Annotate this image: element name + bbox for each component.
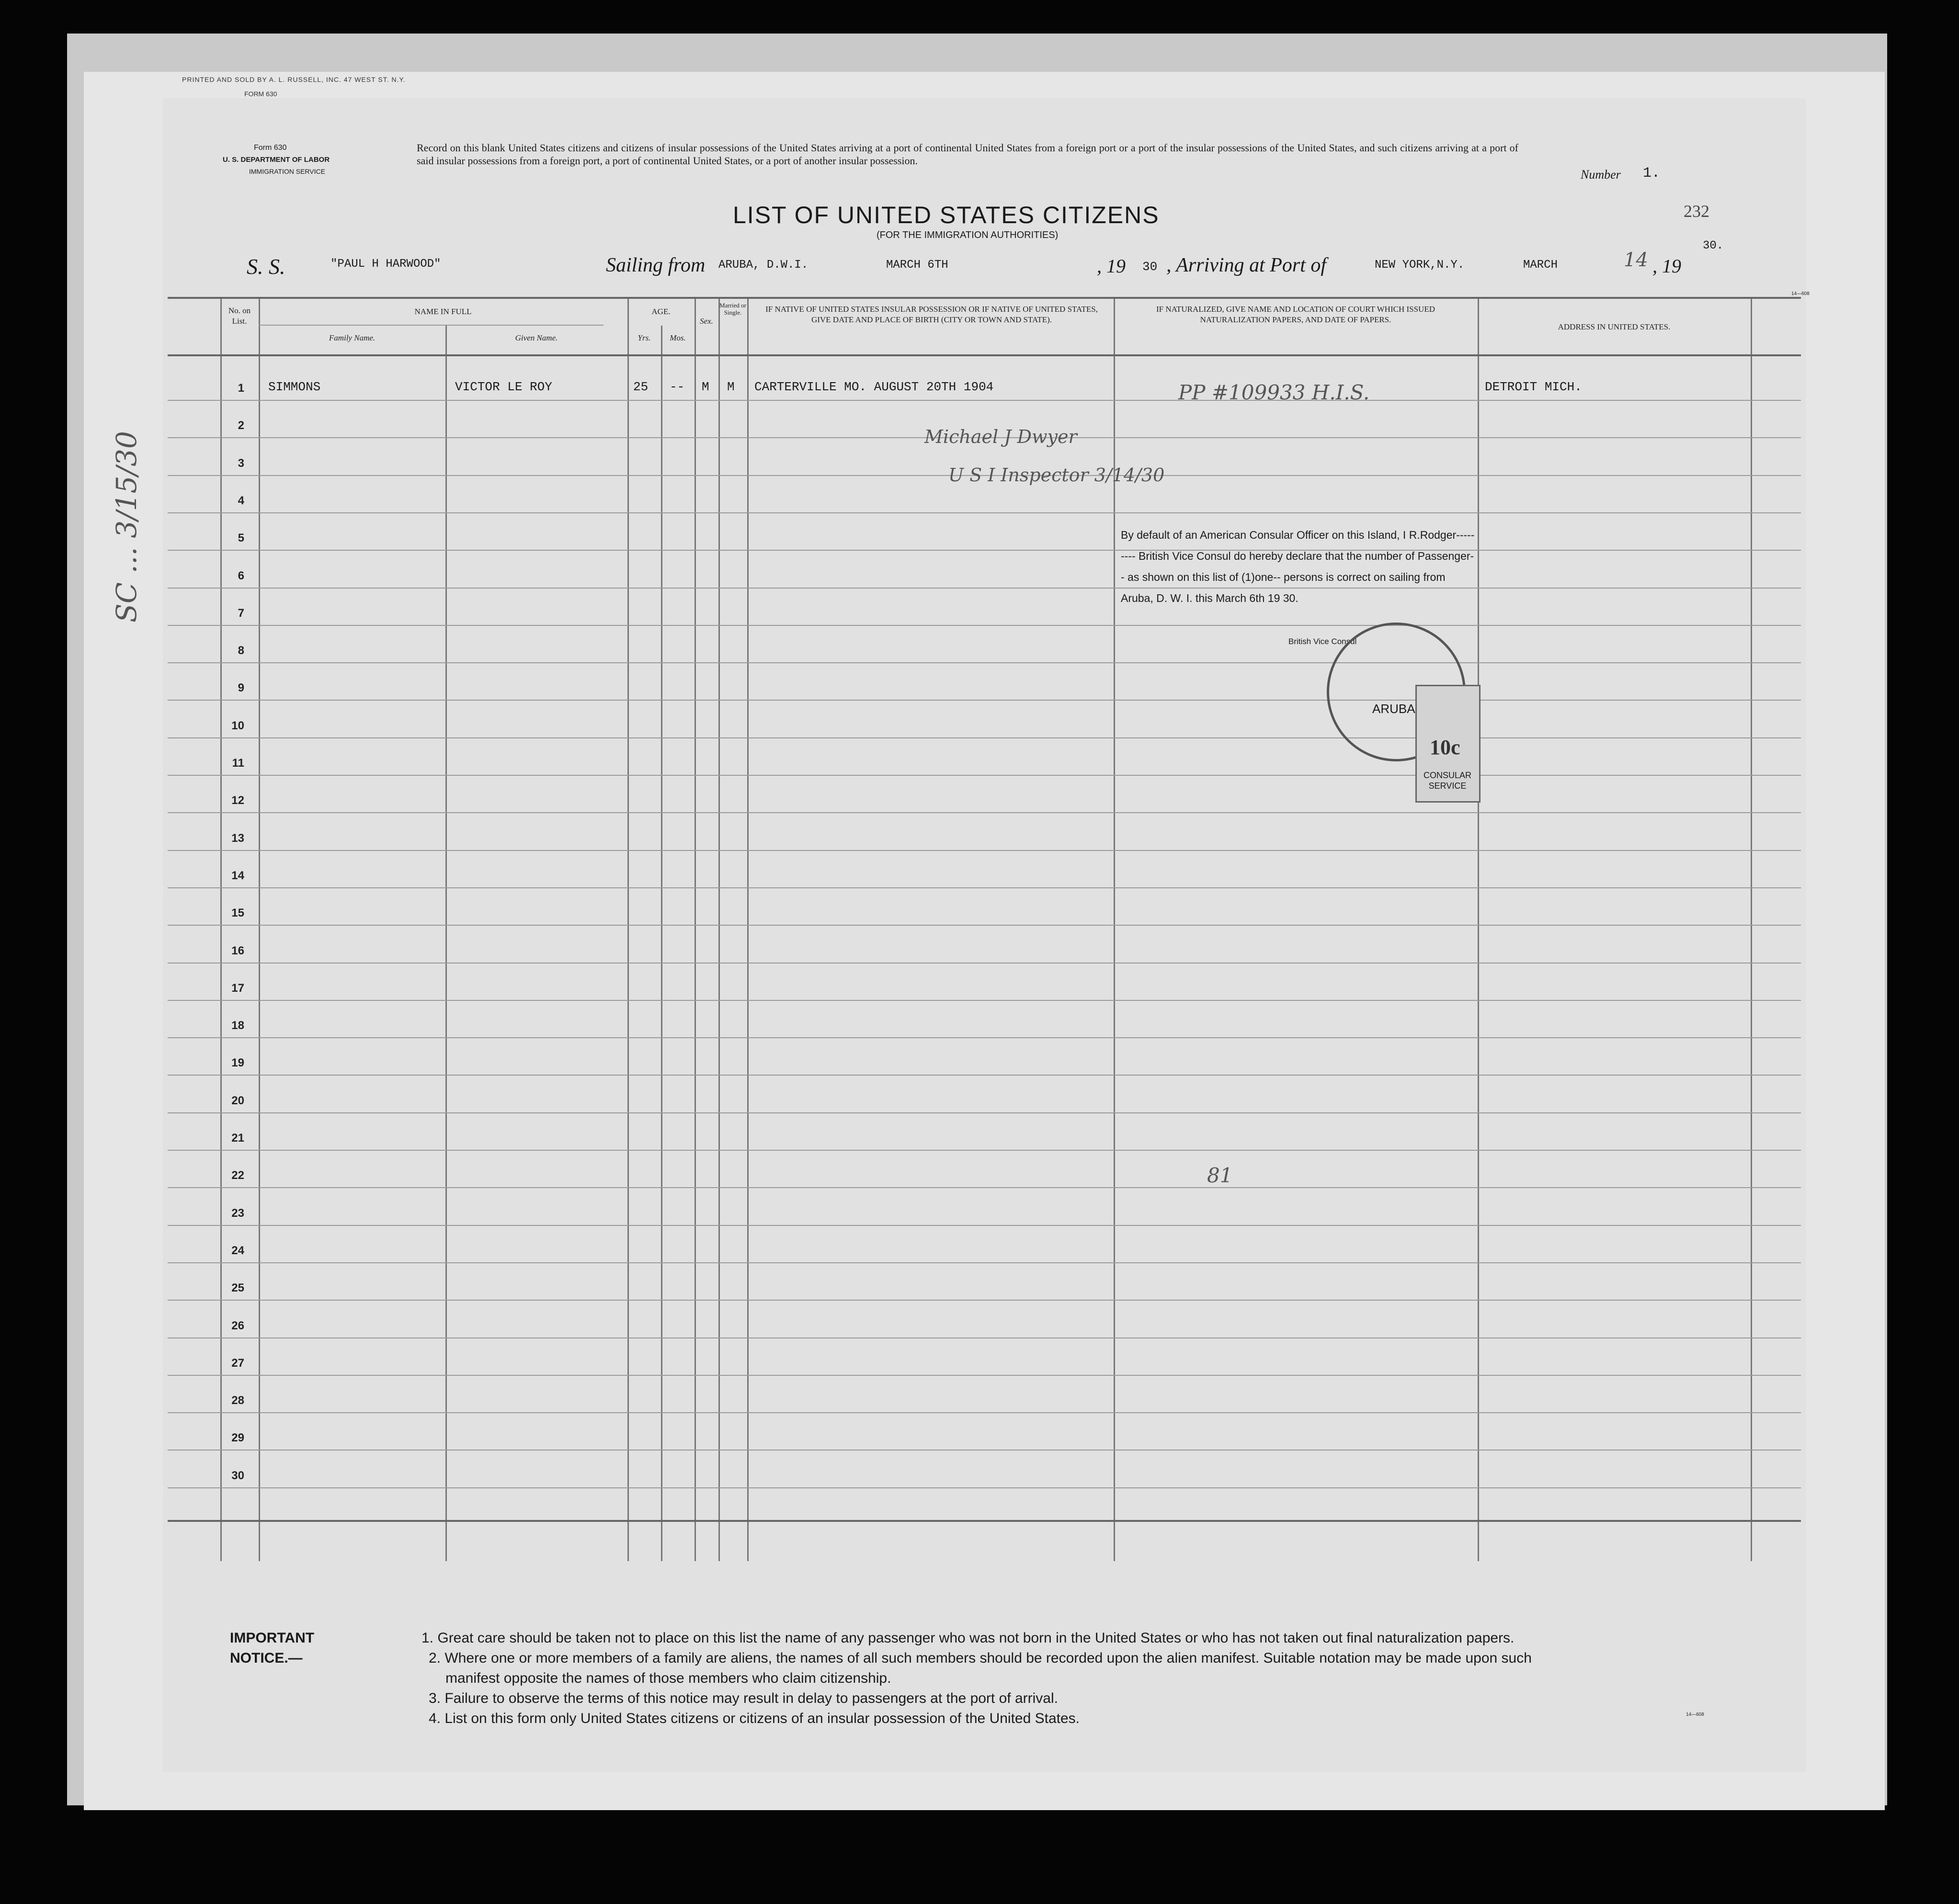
row-rule: [168, 1375, 1801, 1376]
seal-text: ARUBA: [1372, 702, 1415, 716]
row-number: 12: [231, 794, 244, 807]
to-day: 14: [1624, 249, 1648, 271]
page-subtitle: (FOR THE IMMIGRATION AUTHORITIES): [877, 230, 1059, 240]
cell-birth: CARTERVILLE MO. AUGUST 20TH 1904: [754, 380, 994, 394]
row-number: 14: [231, 869, 244, 882]
row-rule: [168, 1075, 1801, 1076]
cell-sex: M: [702, 380, 709, 394]
row-number: 16: [231, 944, 244, 957]
margin-note: SC ... 3/15/30: [110, 431, 143, 623]
row-number: 30: [231, 1469, 244, 1482]
instructions: Record on this blank United States citizens and citizens of insular possessions of the United States arriving at a port of continental United States from a foreign port or a port of the insular possessions of the United States, and such citizens arriving at a port of said insular possessions from a foreign port, a port of continental United States, or a port of another insular possession.: [417, 142, 1518, 167]
col-divider: [1751, 297, 1752, 1561]
row-rule: [168, 700, 1801, 701]
col-naturalized: IF NATURALIZED, GIVE NAME AND LOCATION OF COURT WHICH ISSUED NATURALIZATION PAPERS, AND DATE OF PAPERS.: [1156, 305, 1435, 324]
row-rule: [168, 850, 1801, 851]
sailing-label: Sailing from: [606, 254, 706, 276]
row-number: 26: [231, 1319, 244, 1332]
row-number: 27: [231, 1356, 244, 1370]
row-number: 6: [238, 569, 244, 582]
row-number: 3: [238, 456, 244, 470]
arriving-label: , Arriving at Port of: [1166, 254, 1327, 276]
row-number: 20: [231, 1094, 244, 1107]
table-top-rule: [168, 297, 1801, 299]
from-port: ARUBA, D.W.I.: [718, 259, 809, 272]
notice-item: manifest opposite the names of those members who claim citizenship.: [445, 1670, 891, 1686]
row-rule: [168, 1150, 1801, 1151]
header-rule: [168, 354, 1801, 356]
cell-address: DETROIT MICH.: [1485, 380, 1582, 394]
row-number: 25: [231, 1281, 244, 1295]
row-rule: [168, 1300, 1801, 1301]
year-prefix-1: , 19: [1097, 255, 1126, 277]
printer-line: PRINTED AND SOLD BY A. L. RUSSELL, INC. 47 WEST ST. N.Y.: [182, 76, 406, 83]
row-number: 24: [231, 1244, 244, 1257]
row-rule: [168, 775, 1801, 776]
row-rule: [168, 588, 1801, 589]
row-rule: [168, 550, 1801, 551]
row-number: 29: [231, 1431, 244, 1445]
stamp-value: 10c: [1430, 736, 1460, 759]
col-given: Given Name.: [515, 333, 558, 342]
service: IMMIGRATION SERVICE: [249, 168, 325, 175]
col-birth: IF NATIVE OF UNITED STATES INSULAR POSSESSION OR IF NATIVE OF UNITED STATES, GIVE DATE AND PLACE OF BIRTH (CITY OR TOWN AND STATE).: [765, 305, 1098, 324]
year-prefix-2: , 19: [1652, 255, 1681, 277]
number-value: 1.: [1643, 165, 1661, 181]
name-rule: [259, 325, 604, 326]
cell-mos: --: [670, 380, 685, 394]
inspector-signature: Michael J Dwyer: [924, 426, 1077, 447]
page-title: LIST OF UNITED STATES CITIZENS: [733, 202, 1160, 228]
page-number: 232: [1684, 202, 1709, 221]
row-number: 4: [238, 494, 244, 507]
row-rule: [168, 1450, 1801, 1451]
row-number: 1: [238, 382, 244, 395]
passenger-table: [168, 297, 1801, 1561]
consul-declaration: By default of an American Consular Officer on this Island, I R.Rodger--------- British Vice Consul do hereby declare that the number of Passenger-- as shown on this list of (1)one-- persons is correct on sailing from Aruba, D. W. I. this March 6th 19 30.: [1121, 529, 1475, 604]
col-divider: [718, 297, 720, 1561]
number-label: Number: [1581, 168, 1621, 181]
row-number: 18: [231, 1019, 244, 1032]
form-number: Form 630: [254, 144, 287, 152]
cell-given: VICTOR LE ROY: [455, 380, 552, 394]
col-no: No. on List.: [228, 306, 251, 326]
col-address: ADDRESS IN UNITED STATES.: [1558, 322, 1671, 331]
col-divider: [747, 297, 749, 1561]
year-value-1: 30: [1142, 260, 1158, 274]
col-yrs: Yrs.: [638, 333, 651, 342]
row-number: 15: [231, 907, 244, 920]
to-date: MARCH: [1523, 259, 1558, 272]
row-number: 21: [231, 1132, 244, 1145]
ship-name: "PAUL H HARWOOD": [330, 258, 441, 271]
col-divider: [1114, 297, 1115, 1561]
row-number: 22: [231, 1169, 244, 1182]
row-number: 5: [238, 532, 244, 545]
to-port: NEW YORK,N.Y.: [1375, 259, 1465, 272]
row-rule: [168, 887, 1801, 888]
row-rule: [168, 1000, 1801, 1001]
row-number: 10: [231, 719, 244, 732]
cell-married: M: [727, 380, 735, 394]
row-rule: [168, 1225, 1801, 1226]
row-rule: [168, 1262, 1801, 1263]
col-divider: [661, 326, 662, 1561]
row-rule: [168, 1412, 1801, 1413]
row-number: 7: [238, 606, 244, 620]
row-number: 13: [231, 831, 244, 845]
row-rule: [168, 1337, 1801, 1338]
col-sex: Sex.: [700, 317, 713, 326]
col-family: Family Name.: [329, 333, 376, 342]
printer-form: FORM 630: [244, 90, 277, 98]
row-rule: [168, 1487, 1801, 1488]
col-divider: [220, 297, 222, 1561]
row-rule: [168, 925, 1801, 926]
notice-item: 2. Where one or more members of a family are aliens, the names of all such members should be recorded upon the alien manifest. Suitable notation may be made upon such: [429, 1650, 1532, 1666]
row-number: 8: [238, 644, 244, 657]
col-divider: [445, 326, 447, 1561]
corner-code: 14—608: [1686, 1712, 1704, 1717]
col-divider: [627, 297, 629, 1561]
col-mos: Mos.: [670, 333, 686, 342]
row-number: 19: [231, 1056, 244, 1070]
row-number: 23: [231, 1206, 244, 1220]
cell-yrs: 25: [633, 380, 649, 394]
stamp-text: CONSULAR SERVICE: [1423, 771, 1472, 791]
row-number: 9: [238, 681, 244, 695]
notice-item: 4. List on this form only United States citizens or citizens of an insular possession of the United States.: [429, 1711, 1080, 1726]
department: U. S. DEPARTMENT OF LABOR: [223, 156, 330, 164]
row-number: 28: [231, 1394, 244, 1407]
row-rule: [168, 662, 1801, 663]
row-rule: [168, 1187, 1801, 1188]
consul-title: British Vice Consul: [1288, 637, 1357, 646]
col-name-in-full: NAME IN FULL: [414, 307, 472, 316]
row-rule: [168, 1037, 1801, 1038]
row-rule: [168, 400, 1801, 401]
row-number: 11: [232, 757, 244, 770]
table-bottom-rule: [168, 1520, 1801, 1522]
ss-label: S. S.: [247, 254, 285, 279]
col-divider: [259, 297, 260, 1561]
row-rule: [168, 1112, 1801, 1113]
row-rule: [168, 512, 1801, 513]
col-age: AGE.: [651, 307, 671, 316]
col-married: Married or Single.: [719, 302, 746, 316]
cell-family: SIMMONS: [268, 380, 321, 394]
row-rule: [168, 812, 1801, 813]
row-number: 17: [231, 981, 244, 995]
from-date: MARCH 6TH: [886, 259, 948, 272]
year-value-2: 30.: [1703, 239, 1724, 252]
col-divider: [1478, 297, 1479, 1561]
page-mark: 81: [1207, 1164, 1233, 1187]
inspector-title: U S I Inspector 3/14/30: [948, 465, 1165, 486]
naturalization-note: PP #109933 H.I.S.: [1178, 381, 1370, 404]
row-rule: [168, 737, 1801, 738]
col-divider: [695, 297, 696, 1561]
row-rule: [168, 625, 1801, 626]
notice-heading: IMPORTANT NOTICE.—: [230, 1630, 315, 1666]
gpo-note: 14—608: [1791, 291, 1810, 296]
notice-item: 3. Failure to observe the terms of this notice may result in delay to passengers at the port of arrival.: [429, 1690, 1058, 1706]
notice-item: 1. Great care should be taken not to place on this list the name of any passenger who was not born in the United States or who has not taken out final naturalization papers.: [421, 1630, 1515, 1646]
row-number: 2: [238, 419, 244, 432]
